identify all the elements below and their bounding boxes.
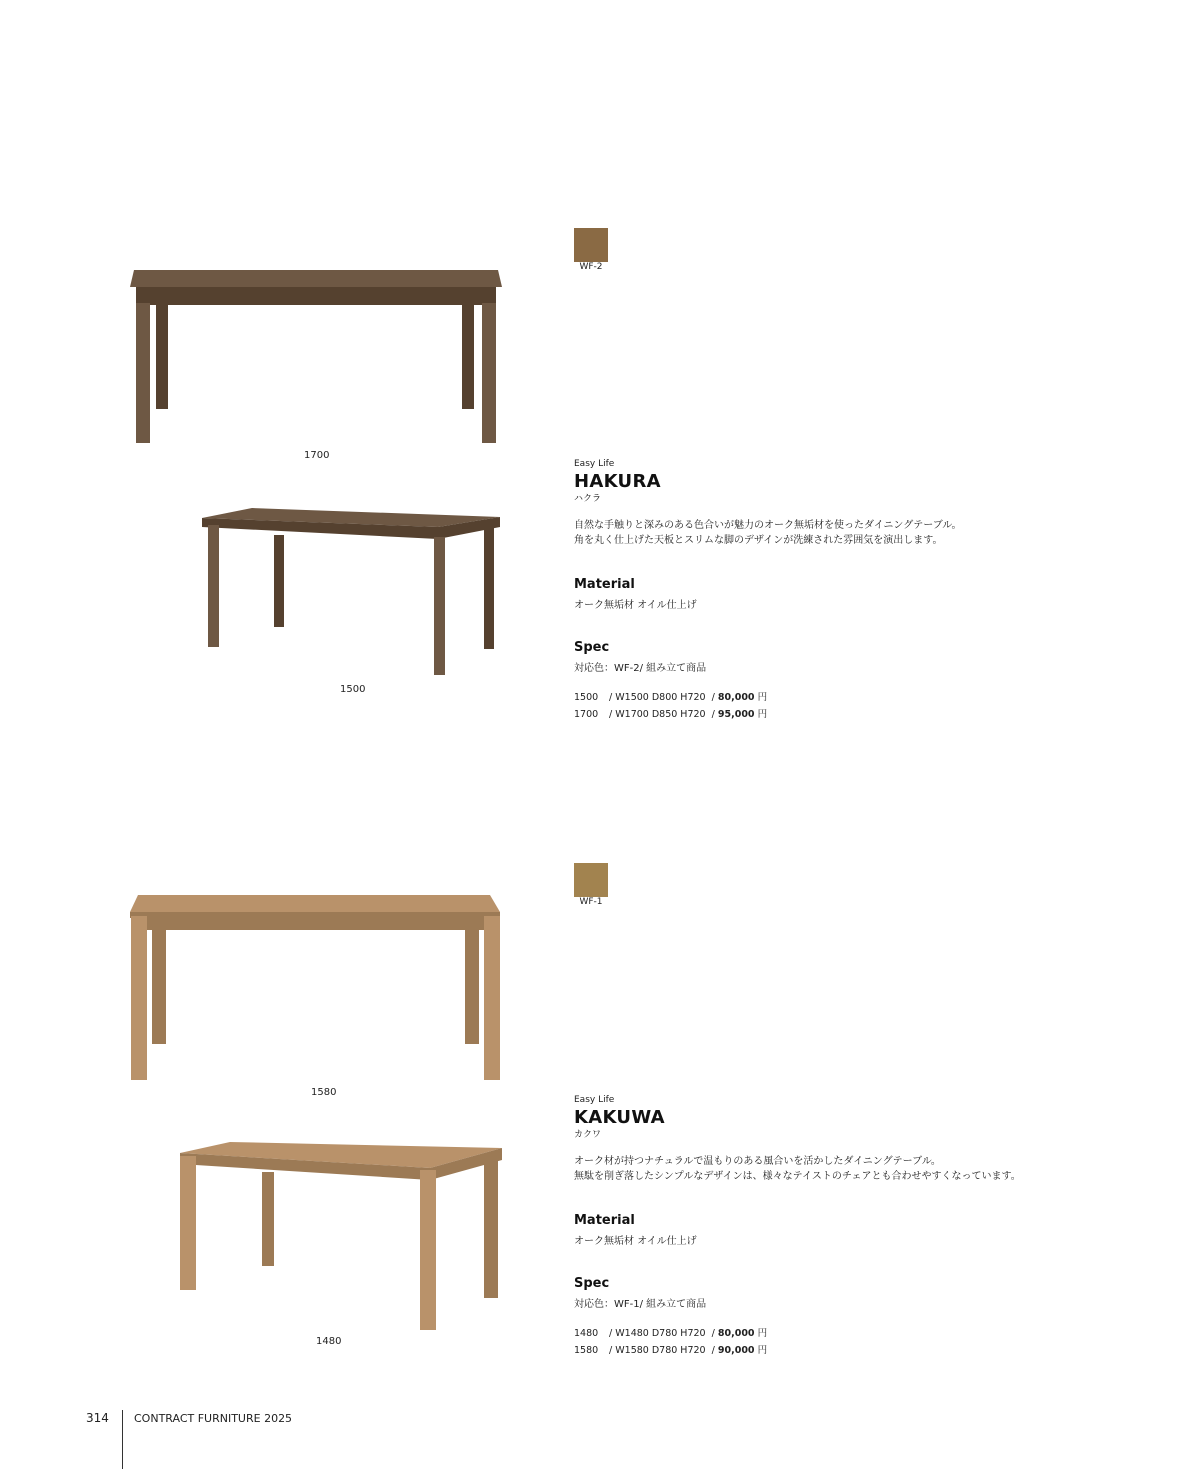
row-unit: 円 xyxy=(757,692,768,703)
row-price: 80,000 xyxy=(717,1328,755,1339)
table-side-view xyxy=(130,270,502,443)
row-dims: / W1580 D780 H720 xyxy=(609,1345,706,1356)
spec-text: 対応色：WF-2/ 組み立て商品 xyxy=(574,663,707,674)
description-line: 自然な手触りと深みのある色合いが魅力のオーク無垢材を使ったダイニングテーブル。 xyxy=(574,520,962,531)
row-dims: / W1480 D780 H720 xyxy=(609,1328,706,1339)
material-text: オーク無垢材 オイル仕上げ xyxy=(574,600,697,611)
price-row: 1580 / W1580 D780 H720 / 90,000 円 xyxy=(574,1345,768,1356)
table-side-view xyxy=(130,895,500,1080)
product-kana: ハクラ xyxy=(574,494,602,504)
swatch-code: WF-2 xyxy=(579,262,603,272)
material-text: オーク無垢材 オイル仕上げ xyxy=(574,1236,697,1247)
product-description xyxy=(574,1154,1021,1184)
spec-heading: Spec xyxy=(574,1276,610,1291)
image-label: 1700 xyxy=(304,450,330,461)
product-name: HAKURA xyxy=(574,471,661,492)
product-description xyxy=(574,518,962,548)
footer-divider xyxy=(122,1410,123,1469)
row-size: 1700 xyxy=(574,709,599,720)
row-price: 95,000 xyxy=(717,709,755,720)
row-size: 1580 xyxy=(574,1345,599,1356)
color-swatch xyxy=(574,228,608,262)
series-name: Easy Life xyxy=(574,459,615,469)
product-name: KAKUWA xyxy=(574,1107,665,1128)
description-line: オーク材が持つナチュラルで温もりのある風合いを活かしたダイニングテーブル。 xyxy=(574,1156,941,1167)
description-line: 角を丸く仕上げた天板とスリムな脚のデザインが洗練された雰囲気を演出します。 xyxy=(574,535,943,546)
spec-heading: Spec xyxy=(574,640,610,655)
row-unit: 円 xyxy=(757,1345,768,1356)
product-image-1700 xyxy=(126,265,506,450)
price-row: 1700 / W1700 D850 H720 / 95,000 円 xyxy=(574,709,768,720)
row-size: 1480 xyxy=(574,1328,599,1339)
material-heading: Material xyxy=(574,577,635,592)
page-number: 314 xyxy=(86,1411,109,1425)
row-price: 80,000 xyxy=(717,692,755,703)
row-unit: 円 xyxy=(757,1328,768,1339)
row-size: 1500 xyxy=(574,692,599,703)
description-line: 無駄を削ぎ落したシンプルなデザインは、様々なテイストのチェアとも合わせやすくなっています。 xyxy=(574,1171,1021,1182)
color-swatch xyxy=(574,863,608,897)
price-row: 1480 / W1480 D780 H720 / 80,000 円 xyxy=(574,1328,768,1339)
image-label: 1580 xyxy=(311,1087,337,1098)
row-dims: / W1700 D850 H720 xyxy=(609,709,706,720)
table-angled-view xyxy=(180,1142,502,1330)
table-angled-view xyxy=(202,508,500,675)
catalog-title: CONTRACT FURNITURE 2025 xyxy=(134,1412,293,1425)
series-name: Easy Life xyxy=(574,1095,615,1105)
swatch-code: WF-1 xyxy=(579,897,603,907)
row-unit: 円 xyxy=(757,709,768,720)
image-label: 1500 xyxy=(340,684,366,695)
spec-text: 対応色：WF-1/ 組み立て商品 xyxy=(574,1299,707,1310)
row-price: 90,000 xyxy=(717,1345,755,1356)
material-heading: Material xyxy=(574,1213,635,1228)
product-image-1480 xyxy=(176,1138,506,1334)
row-dims: / W1500 D800 H720 xyxy=(609,692,706,703)
price-row: 1500 / W1500 D800 H720 / 80,000 円 xyxy=(574,692,768,703)
image-label: 1480 xyxy=(316,1336,342,1347)
product-kana: カクワ xyxy=(574,1130,602,1140)
product-image-1500 xyxy=(198,505,503,680)
product-image-1580 xyxy=(126,892,506,1084)
